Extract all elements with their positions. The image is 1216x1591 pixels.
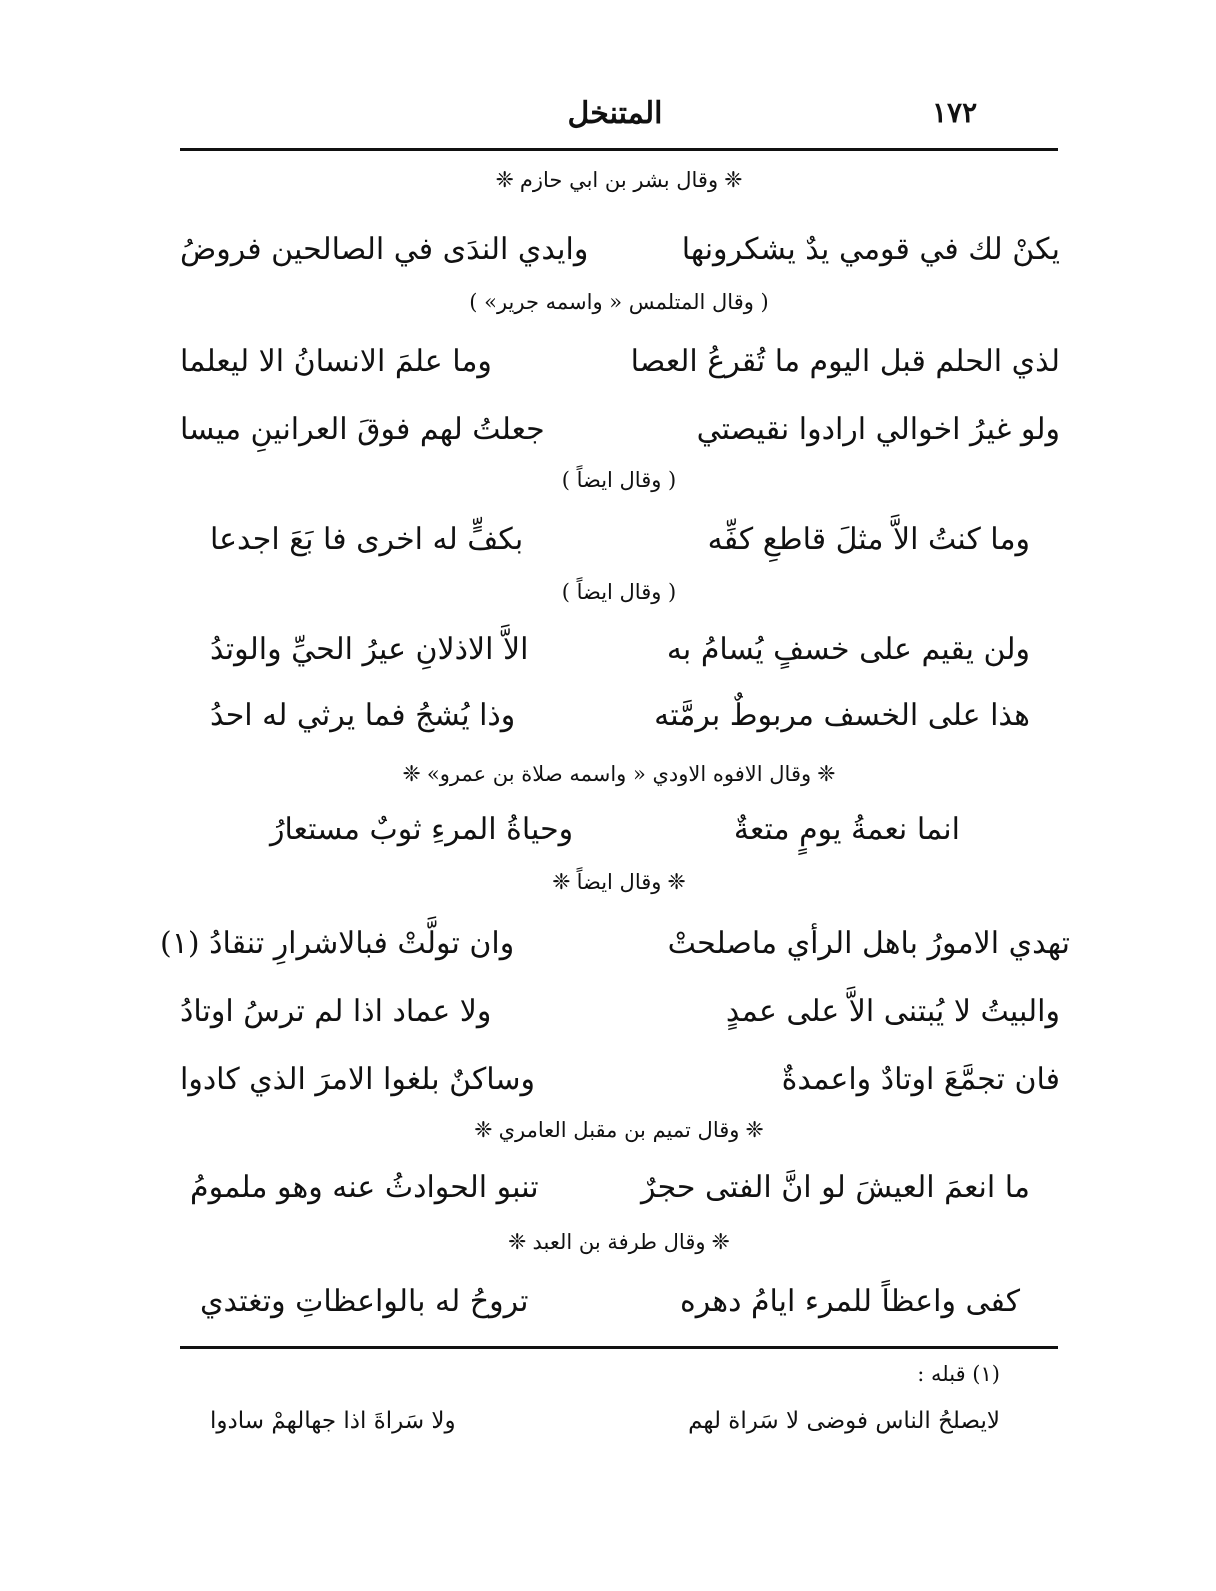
verse-second-hemistich: وذا يُشجُ فما يرثي له احدُ (210, 698, 516, 733)
verse-second-hemistich: بكفٍّ له اخرى فا بَعَ اجدعا (210, 522, 524, 557)
poem-heading (180, 168, 1058, 193)
verse-line (210, 698, 1030, 750)
verse-second-hemistich: وما علمَ الانسانُ الا ليعلما (180, 344, 492, 379)
poem-heading (180, 290, 1058, 314)
verse-line (270, 812, 960, 864)
ornament-icon: ❈ (552, 870, 571, 895)
verse-first-hemistich: لذي الحلم قبل اليوم ما تُقرعُ العصا (630, 344, 1060, 379)
verse-second-hemistich: جعلتُ لهم فوقَ العرانينِ ميسا (180, 412, 545, 447)
verse-first-hemistich: ولو غيرُ اخوالي ارادوا نقيصتي (696, 412, 1060, 447)
verse-second-hemistich: تنبو الحوادثُ عنه وهو ملمومُ (190, 1170, 539, 1205)
verse-line (210, 632, 1030, 684)
verse-second-hemistich: وان تولَّتْ فبالاشرارِ تنقادُ (١) (160, 926, 515, 961)
verse-line (180, 994, 1060, 1046)
verse-first-hemistich: يكنْ لك في قومي يدٌ يشكرونها (681, 232, 1060, 267)
ornament-icon: ❈ (508, 1230, 527, 1255)
heading-text: ( وقال ايضاً ) (561, 580, 677, 604)
verse-first-hemistich: ما انعمَ العيشَ لو انَّ الفتى حجرٌ (641, 1170, 1030, 1205)
verse-first-hemistich: ولن يقيم على خسفٍ يُسامُ به (666, 632, 1030, 667)
heading-text: وقال الافوه الاودي « واسمه صلاة بن عمرو» (426, 762, 812, 786)
ornament-icon: ❈ (711, 1230, 730, 1255)
footnote-second-hemistich: ولا سَراةَ اذا جهالهمْ سادوا (210, 1408, 456, 1434)
footnote-first-hemistich: لايصلحُ الناس فوضى لا سَراة لهم (688, 1408, 1000, 1434)
verse-second-hemistich: تروحُ له بالواعظاتِ وتغتدي (200, 1284, 529, 1319)
ornament-icon: ❈ (495, 168, 514, 193)
poem-heading (180, 468, 1058, 492)
header-rule (180, 148, 1058, 151)
verse-first-hemistich: هذا على الخسف مربوطٌ برمَّته (654, 698, 1030, 733)
footnote-verse (210, 1408, 1000, 1448)
verse-first-hemistich: تهدي الامورُ باهل الرأي ماصلحتْ (667, 926, 1070, 961)
ornament-icon: ❈ (817, 762, 836, 787)
verse-first-hemistich: فان تجمَّعَ اوتادٌ واعمدةٌ (781, 1062, 1060, 1097)
verse-second-hemistich: ولا عماد اذا لم ترسُ اوتادُ (180, 994, 492, 1029)
heading-text: وقال بشر بن ابي حازم (519, 168, 719, 192)
heading-text: ( وقال المتلمس « واسمه جرير» ) (469, 290, 769, 314)
verse-first-hemistich: انما نعمةُ يومٍ متعةٌ (733, 812, 960, 847)
poem-heading (180, 580, 1058, 604)
verse-first-hemistich: وما كنتُ الاَّ مثلَ قاطعِ كفِّه (707, 522, 1030, 557)
verse-second-hemistich: الاَّ الاذلانِ عيرُ الحيِّ والوتدُ (210, 632, 529, 667)
verse-line (180, 1062, 1060, 1114)
page-number: ١٧٢ (932, 96, 978, 129)
poem-heading (180, 762, 1058, 787)
verse-line (160, 926, 1070, 978)
ornament-icon: ❈ (667, 870, 686, 895)
verse-second-hemistich: وحياةُ المرءِ ثوبٌ مستعارُ (270, 812, 574, 847)
heading-text: وقال ايضاً (576, 870, 662, 894)
verse-first-hemistich: والبيتُ لا يُبتنى الاَّ على عمدٍ (725, 994, 1060, 1029)
footnote-rule (180, 1346, 1058, 1349)
ornament-icon: ❈ (402, 762, 421, 787)
verse-second-hemistich: وساكنٌ بلغوا الامرَ الذي كادوا (180, 1062, 535, 1097)
poem-heading (180, 870, 1058, 895)
poem-heading (180, 1118, 1058, 1143)
ornament-icon: ❈ (724, 168, 743, 193)
poem-heading (180, 1230, 1058, 1255)
ornament-icon: ❈ (745, 1118, 764, 1143)
verse-line (190, 1170, 1030, 1222)
verse-line (210, 522, 1030, 574)
running-title: المتنخل (567, 96, 663, 131)
heading-text: وقال تميم بن مقبل العامري (498, 1118, 740, 1142)
verse-first-hemistich: كفى واعظاً للمرء ايامُ دهره (679, 1284, 1020, 1319)
heading-text: ( وقال ايضاً ) (561, 468, 677, 492)
verse-line (180, 344, 1060, 396)
footnote-label: (١) قبله : (917, 1362, 1000, 1386)
verse-line (180, 412, 1060, 464)
verse-line (180, 232, 1060, 284)
ornament-icon: ❈ (474, 1118, 493, 1143)
heading-text: وقال طرفة بن العبد (532, 1230, 706, 1254)
verse-second-hemistich: وايدي الندَى في الصالحين فروضُ (180, 232, 589, 267)
verse-line (200, 1284, 1020, 1336)
